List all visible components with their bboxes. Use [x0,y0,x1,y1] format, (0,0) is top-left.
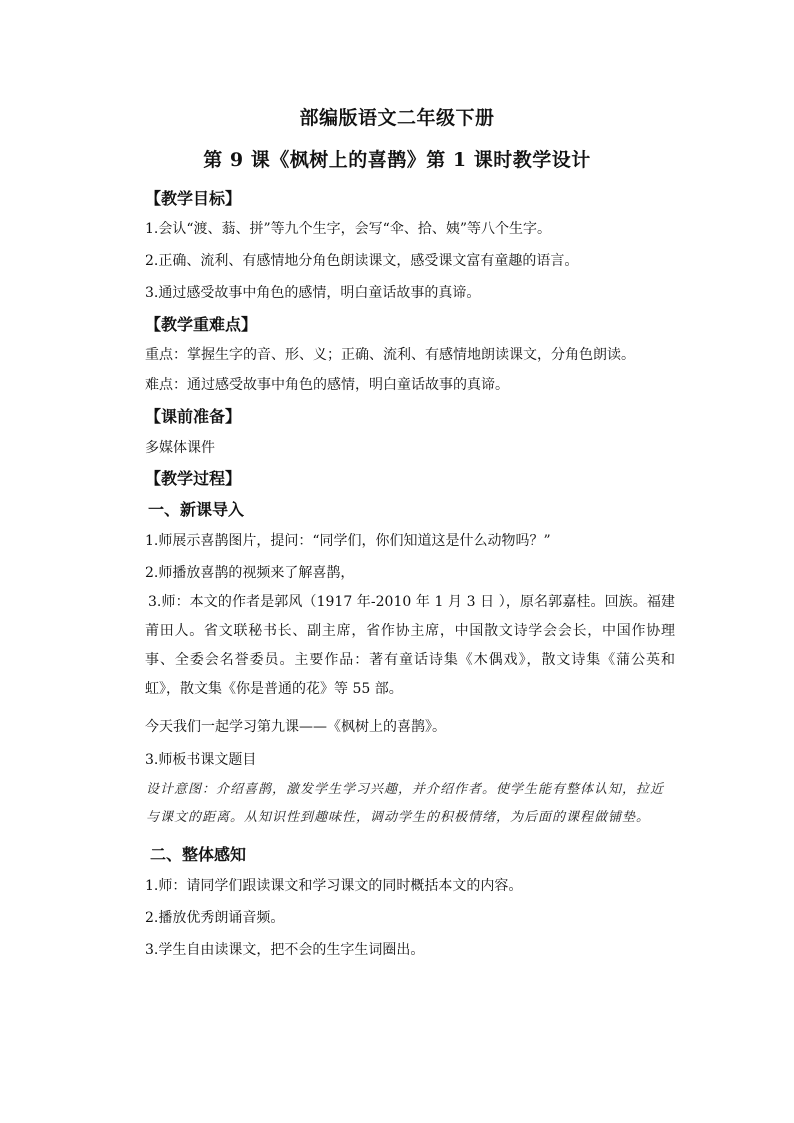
prep-text: 多媒体课件 [145,440,215,456]
author-paragraph: 3.师：本文的作者是郭风（1917 年-2010 年 1 月 3 日 ），原名郭嘉桂。回族。福建莆田人。省文联秘书长、副主席，省作协主席，中国散文诗学会会长，中国作协理事、全委会名誉委员。主要作品：著有童话诗集《木偶戏》，散文诗集《蒲公英和虹》，散文集《你是普通的花》等 55 部。 [145,594,675,697]
prep-heading: 【课前准备】 [145,407,242,426]
today-line: 今天我们一起学习第九课——《枫树上的喜鹊》。 [145,719,446,735]
part2-item: 2.播放优秀朗诵音频。 [145,910,285,926]
lesson-title: 第 9 课《枫树上的喜鹊》第 1 课时教学设计 [203,149,591,171]
part2-item: 3.学生自由读课文，把不会的生字生词圈出。 [145,942,425,958]
part2-heading: 二、整体感知 [150,845,247,864]
part1-item: 3.师板书课文题目 [145,752,257,768]
objective-item: 1.会认“渡、蓊、拼”等九个生字，会写“伞、拾、姨”等八个生字。 [145,221,551,237]
document-title: 部编版语文二年级下册 [299,107,495,129]
objectives-heading: 【教学目标】 [145,189,242,208]
part1-item: 1.师展示喜鹊图片，提问：“同学们，你们知道这是什么动物吗？” [145,533,551,549]
keypoint-item: 难点：通过感受故事中角色的感情，明白童话故事的真谛。 [145,377,509,393]
part2-item: 1.师：请同学们跟读课文和学习课文的同时概括本文的内容。 [145,878,523,894]
objective-item: 3.通过感受故事中角色的感情，明白童话故事的真谛。 [145,285,481,301]
part1-heading: 一、新课导入 [148,500,245,519]
keypoint-item: 重点：掌握生字的音、形、义；正确、流利、有感情地朗读课文，分角色朗读。 [145,347,635,363]
objective-item: 2.正确、流利、有感情地分角色朗读课文，感受课文富有童趣的语言。 [145,253,579,269]
design-note: 设计意图：介绍喜鹊，激发学生学习兴趣，并介绍作者。使学生能有整体认知，拉近与课文的距离。从知识性到趣味性，调动学生的积极情绪，为后面的课程做铺垫。 [146,782,665,825]
keypoints-heading: 【教学重难点】 [145,315,258,334]
process-heading: 【教学过程】 [145,469,242,488]
part1-item: 2.师播放喜鹊的视频来了解喜鹊， [145,565,355,581]
